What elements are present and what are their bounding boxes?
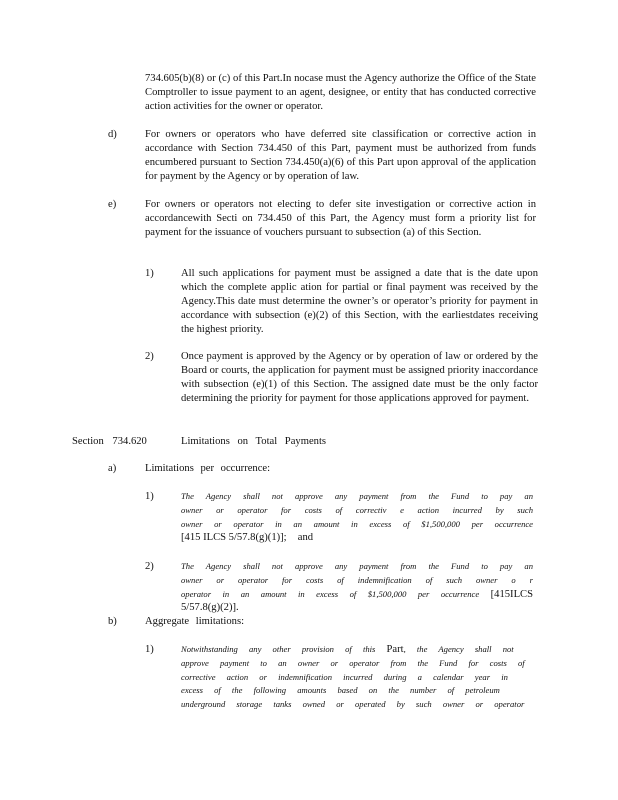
subsection-b-heading: Aggregate limitations: (145, 616, 245, 627)
statute-text-continued: , the Agency shall not approve payment to an owner or operator from the Fund for costs of corrective action or indemnification incurred during a calendar year in excess of the following amounts based on the number of petroleum underground storage tanks owned or operated by such owner or operator (181, 644, 525, 710)
connector-word: and (297, 532, 314, 544)
subsection-a2-label: 2) (145, 561, 154, 572)
subsection-b-label: b) (108, 616, 117, 627)
statute-citation: [415ILCS 5/57.8(g)(2)]. (181, 588, 534, 614)
statute-citation: [415 ILCS 5/57.8(g)(1)]; (181, 532, 287, 544)
statute-text: The Agency shall not approve any payment from the Fund to pay an owner or operator for costs of correctiv e action incurred by such owner or operator in an amount in excess of $1,500,000 per occurrence (181, 491, 533, 529)
subsection-b1-text (181, 643, 533, 712)
part-word: Part (386, 644, 404, 655)
subsection-e2-text: Once payment is approved by the Agency or by operation of law or ordered by the Board or courts, the application for payment must be assigned priority inaccordance with subsection (e)(1) of this Section. The assigned date must be the only factor determining the priority for payment for those applications approved for payment. (181, 351, 538, 404)
subsection-a1-label: 1) (145, 491, 154, 502)
subsection-a1-text (181, 490, 533, 545)
subsection-d-text: For owners or operators who have deferred site classification or corrective action in accordance with Section 734.450 of this Part, payment must be authorized from funds encumbered pursuant to Section 734.450(a)(6) of this Part upon approval of the application for payment by the Agency or by operation of law. (145, 129, 536, 182)
statute-text: The Agency shall not approve any payment from the Fund to pay an owner or operator for costs of indemnification of such owner o r operator in an amount in excess of $1,500,000 per occurrence (181, 561, 533, 599)
subsection-e-label: e) (108, 199, 117, 210)
subsection-a2-text (181, 560, 533, 615)
subsection-d-label: d) (108, 129, 117, 140)
statute-text: Notwithstanding any other provision of this (181, 644, 376, 654)
section-number: Section 734.620 (72, 436, 147, 447)
subsection-a-heading: Limitations per occurrence: (145, 463, 271, 474)
section-title: Limitations on Total Payments (181, 436, 327, 447)
continuation-paragraph: 734.605(b)(8) or (c) of this Part.In nocase must the Agency authorize the Office of the State Comptroller to issue payment to an agent, designee, or entity that has conducted corrective action activities for the owner or operator. (145, 73, 536, 112)
subsection-e-text: For owners or operators not electing to defer site investigation or corrective action in accordancewith Secti on 734.450 of this Part, the Agency must form a priority list for payment for the issuance of vouchers pursuant to subsection (a) of this Section. (145, 199, 536, 238)
subsection-e1-label: 1) (145, 268, 154, 279)
subsection-b1-label: 1) (145, 644, 154, 655)
subsection-e2-label: 2) (145, 351, 154, 362)
subsection-a-label: a) (108, 463, 117, 474)
subsection-e1-text: All such applications for payment must be assigned a date that is the date upon which the complete applic ation for partial or final payment was received by the Agency.This date must determine the owner’s or operator’s priority for payment in accordance with subsection (e)(2) of this Section, with the earliestdates receiving the highest priority. (181, 268, 538, 335)
